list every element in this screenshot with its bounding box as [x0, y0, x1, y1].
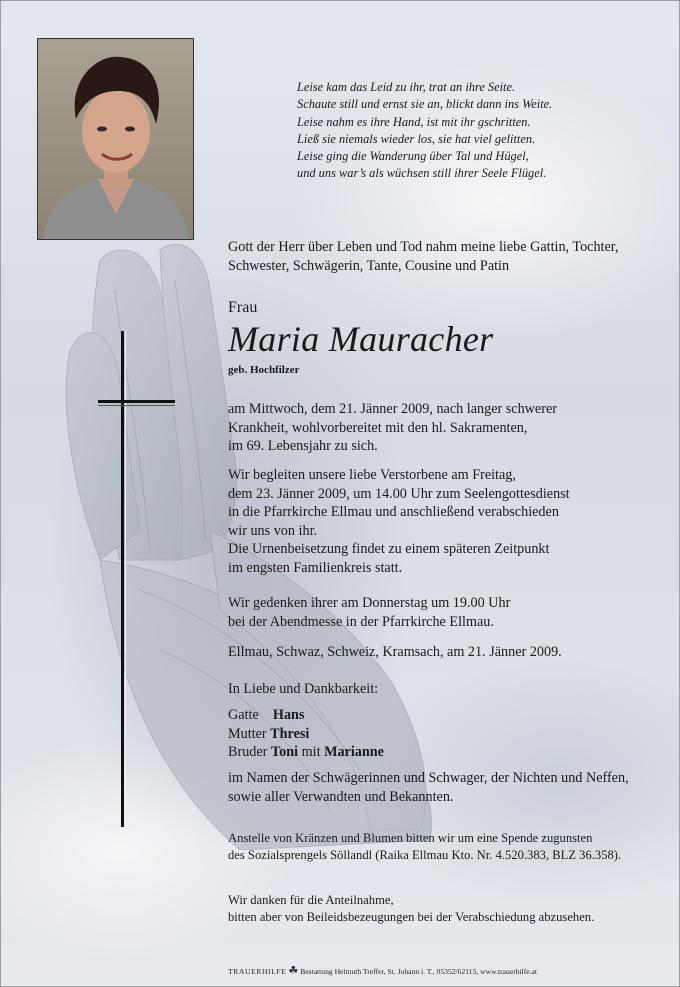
clover-logo-icon: ☘ — [288, 965, 299, 977]
death-notice: am Mittwoch, dem 21. Jänner 2009, nach langer schwerer Krankheit, wohlvorbereitet mit den hl. Sakramenten, im 69. Lebensjahr zu sich. — [228, 401, 557, 455]
footer-text: Bestattung Helmuth Treffer, St. Johann i. T., 05352/62115, www.trauerhilfe.at — [300, 967, 538, 976]
footer — [228, 964, 537, 977]
birth-name: geb. Hochfilzer — [228, 364, 300, 376]
family-member-name: Hans — [272, 707, 305, 723]
poem-line: Leise ging die Wanderung über Tal und Hügel, — [297, 149, 529, 164]
footer-brand: TRAUERHILFE — [228, 967, 287, 976]
salutation: Frau — [228, 299, 258, 316]
relatives-text: im Namen der Schwägerinnen und Schwager, der Nichten und Neffen, sowie aller Verwandten und Bekannten. — [228, 770, 629, 805]
closing-line: In Liebe und Dankbarkeit: — [228, 681, 379, 697]
family-member-name: Marianne — [324, 744, 384, 761]
poem-line: Ließ sie niemals wieder los, sie hat viel gelitten. — [297, 131, 536, 146]
family-row: Bruder Toni mit Marianne — [228, 744, 384, 761]
family-member-name: Thresi — [270, 725, 310, 742]
family-member-name: Toni — [270, 744, 299, 761]
poem-line: Leise kam das Leid zu ihr, trat an ihre Seite. — [297, 80, 516, 94]
evening-mass: Wir gedenken ihrer am Donnerstag um 19.00 Uhr bei der Abendmesse in der Pfarrkirche Ellmau. — [228, 595, 511, 630]
poem — [297, 79, 657, 183]
portrait-photo — [37, 38, 194, 240]
poem-line: Leise nahm es ihre Hand, ist mit ihr gschritten. — [297, 114, 531, 129]
funeral-details: Wir begleiten unsere liebe Verstorbene am Freitag, dem 23. Jänner 2009, um 14.00 Uhr zum Seelengottesdienst in die Pfarrkirche Ellmau und anschließend verabschieden wir uns von ihr. Die Urnenbeisetzung findet zu einem späteren Zeitpunkt im engsten Familienkreis statt. — [228, 467, 570, 576]
place-date: Ellmau, Schwaz, Schweiz, Kramsach, am 21. Jänner 2009. — [228, 644, 562, 660]
cross-horizontal-bar — [98, 400, 175, 403]
thanks-text: Wir danken für die Anteilnahme, bitten aber von Beileidsbezeugungen bei der Verabschiedung abzusehen. — [228, 893, 595, 924]
poem-line: und uns war’s als wüchsen still ihrer Seele Flügel. — [297, 166, 547, 181]
family-row: Gatte Hans — [228, 707, 305, 723]
family-row: Mutter Thresi — [228, 725, 310, 742]
donation-request: Anstelle von Kränzen und Blumen bitten wir um eine Spende zugunsten des Sozialsprengels Söllandl (Raika Ellmau Kto. Nr. 4.520.383, BLZ 36.358). — [228, 831, 622, 862]
poem-line: Schaute still und ernst sie an, blickt dann ins Weite. — [297, 97, 553, 112]
deceased-name: Maria Mauracher — [228, 319, 494, 359]
intro-text: Gott der Herr über Leben und Tod nahm meine liebe Gattin, Tochter, Schwester, Schwägerin, Tante, Cousine und Patin — [228, 239, 619, 274]
family-list — [228, 706, 384, 762]
